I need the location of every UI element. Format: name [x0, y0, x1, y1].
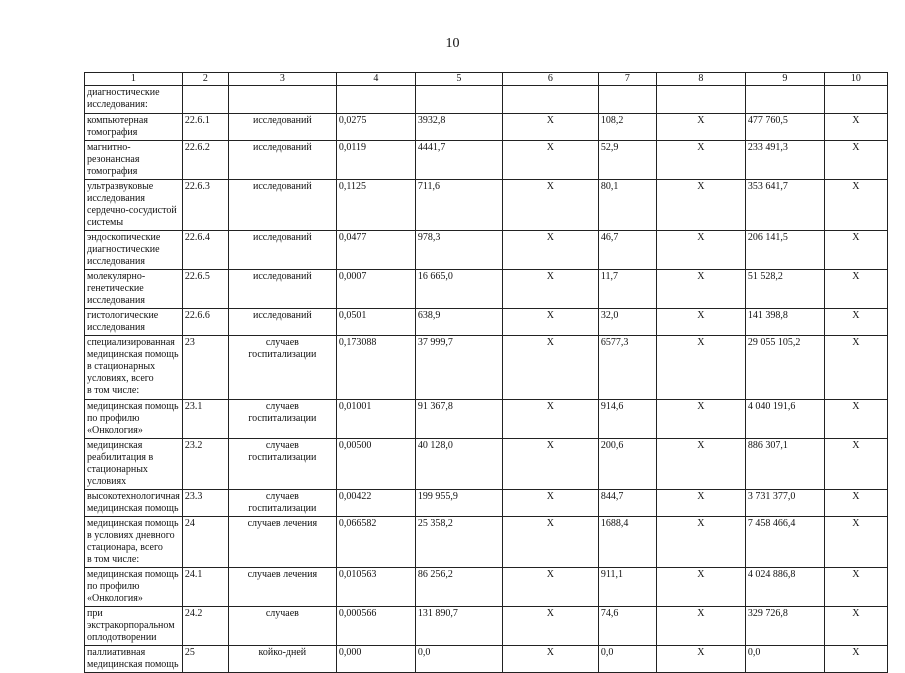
table-cell: 0,01001	[336, 400, 415, 439]
table-row	[85, 568, 888, 607]
table-row	[85, 180, 888, 231]
table-cell: 22.6.5	[182, 270, 228, 309]
table-cell: случаев лечения	[228, 568, 336, 607]
table-cell: медицинская помощь в условиях дневного стационара, всего в том числе:	[85, 517, 183, 568]
table-cell: случаев госпитализации	[228, 439, 336, 490]
table-cell: Х	[502, 336, 598, 400]
table-cell: 23.3	[182, 490, 228, 517]
table-cell: Х	[824, 439, 887, 490]
table-cell: Х	[502, 231, 598, 270]
table-cell: 6577,3	[598, 336, 656, 400]
table-cell: 37 999,7	[415, 336, 502, 400]
table-cell: диагностические исследования:	[85, 86, 183, 114]
table-row	[85, 231, 888, 270]
header-cell: 5	[415, 73, 502, 86]
table-cell: медицинская помощь по профилю «Онкология»	[85, 400, 183, 439]
table-cell: 206 141,5	[745, 231, 824, 270]
table-row	[85, 400, 888, 439]
table-cell: 0,0501	[336, 309, 415, 336]
table-cell: Х	[656, 439, 745, 490]
table-cell: койко-дней	[228, 646, 336, 673]
table-cell: 4 024 886,8	[745, 568, 824, 607]
table-cell: медицинская реабилитация в стационарных условиях	[85, 439, 183, 490]
table-cell: 74,6	[598, 607, 656, 646]
table-cell: 0,0	[598, 646, 656, 673]
table-row	[85, 490, 888, 517]
table-cell: Х	[824, 231, 887, 270]
table-cell: 0,0477	[336, 231, 415, 270]
header-cell: 9	[745, 73, 824, 86]
data-table	[84, 72, 888, 673]
header-cell: 2	[182, 73, 228, 86]
table-cell: 25 358,2	[415, 517, 502, 568]
table-cell: 51 528,2	[745, 270, 824, 309]
table-cell: Х	[502, 400, 598, 439]
page-number: 10	[445, 36, 460, 51]
table-cell: 0,00500	[336, 439, 415, 490]
table-cell: 638,9	[415, 309, 502, 336]
table-cell: 0,00422	[336, 490, 415, 517]
table-cell: молекулярно-генетические исследования	[85, 270, 183, 309]
header-cell: 3	[228, 73, 336, 86]
table-cell: 0,010563	[336, 568, 415, 607]
table-cell: 0,0	[745, 646, 824, 673]
table-cell	[598, 86, 656, 114]
table-cell: случаев госпитализации	[228, 400, 336, 439]
table-cell: 22.6.2	[182, 141, 228, 180]
table-cell: 11,7	[598, 270, 656, 309]
table-cell: случаев госпитализации	[228, 490, 336, 517]
table-row	[85, 646, 888, 673]
table-cell: 24.1	[182, 568, 228, 607]
table-cell: 40 128,0	[415, 439, 502, 490]
table-cell: Х	[824, 270, 887, 309]
table-cell: Х	[656, 114, 745, 141]
table-cell: 7 458 466,4	[745, 517, 824, 568]
table-cell: 978,3	[415, 231, 502, 270]
table-cell: случаев лечения	[228, 517, 336, 568]
table-cell: 911,1	[598, 568, 656, 607]
table-cell	[502, 86, 598, 114]
table-cell: Х	[502, 517, 598, 568]
table-cell: 22.6.6	[182, 309, 228, 336]
table-cell: высокотехнологичная медицинская помощь	[85, 490, 183, 517]
table-cell: 22.6.4	[182, 231, 228, 270]
table-cell: 1688,4	[598, 517, 656, 568]
table-cell: Х	[824, 141, 887, 180]
table-cell: Х	[656, 400, 745, 439]
table-cell: 0,000	[336, 646, 415, 673]
table-cell: исследований	[228, 141, 336, 180]
table-row	[85, 309, 888, 336]
table-cell: Х	[502, 439, 598, 490]
header-cell: 6	[502, 73, 598, 86]
table-cell: Х	[656, 336, 745, 400]
table-cell	[415, 86, 502, 114]
table-cell: 46,7	[598, 231, 656, 270]
table-cell: 0,0007	[336, 270, 415, 309]
table-cell: случаев госпитализации	[228, 336, 336, 400]
table-cell	[336, 86, 415, 114]
table-cell: 22.6.1	[182, 114, 228, 141]
table-cell: 477 760,5	[745, 114, 824, 141]
table-cell: Х	[656, 646, 745, 673]
table-cell: исследований	[228, 270, 336, 309]
header-cell: 10	[824, 73, 887, 86]
table-cell: компьютерная томография	[85, 114, 183, 141]
table-cell: Х	[824, 400, 887, 439]
table-cell: 3932,8	[415, 114, 502, 141]
table-cell: Х	[656, 270, 745, 309]
table-cell: Х	[824, 490, 887, 517]
table-cell: Х	[502, 141, 598, 180]
table-cell: 108,2	[598, 114, 656, 141]
table-cell: исследований	[228, 180, 336, 231]
table-cell: 23.1	[182, 400, 228, 439]
table-cell: Х	[656, 309, 745, 336]
table-row	[85, 86, 888, 114]
table-cell: 353 641,7	[745, 180, 824, 231]
table-cell: 16 665,0	[415, 270, 502, 309]
table-cell: Х	[502, 180, 598, 231]
table-cell: 24.2	[182, 607, 228, 646]
table-cell: 23	[182, 336, 228, 400]
table-cell: случаев	[228, 607, 336, 646]
table-cell	[656, 86, 745, 114]
table-cell: 141 398,8	[745, 309, 824, 336]
table-cell: 0,000566	[336, 607, 415, 646]
table-cell: гистологические исследования	[85, 309, 183, 336]
table-cell: 329 726,8	[745, 607, 824, 646]
table-cell: 886 307,1	[745, 439, 824, 490]
table-cell: Х	[824, 517, 887, 568]
table-cell: исследований	[228, 114, 336, 141]
table-cell: Х	[502, 114, 598, 141]
table-cell: 25	[182, 646, 228, 673]
table-cell: эндоскопические диагностические исследования	[85, 231, 183, 270]
table-cell: 3 731 377,0	[745, 490, 824, 517]
table-row	[85, 439, 888, 490]
table-row	[85, 336, 888, 400]
table-cell: 23.2	[182, 439, 228, 490]
table-cell: медицинская помощь по профилю «Онкология»	[85, 568, 183, 607]
table-cell: Х	[656, 517, 745, 568]
table-cell: Х	[656, 180, 745, 231]
table-cell: 200,6	[598, 439, 656, 490]
table-cell: 86 256,2	[415, 568, 502, 607]
table-cell: 844,7	[598, 490, 656, 517]
table-cell: Х	[502, 270, 598, 309]
table-cell: Х	[502, 646, 598, 673]
table-cell: ультразвуковые исследования сердечно-сосудистой системы	[85, 180, 183, 231]
table-cell: Х	[656, 607, 745, 646]
table-cell: 914,6	[598, 400, 656, 439]
table-cell: Х	[824, 309, 887, 336]
table-cell	[228, 86, 336, 114]
table-cell: Х	[502, 490, 598, 517]
table-cell: Х	[502, 607, 598, 646]
table-cell: 711,6	[415, 180, 502, 231]
table-cell: Х	[824, 180, 887, 231]
table-cell: 233 491,3	[745, 141, 824, 180]
table-cell: Х	[824, 607, 887, 646]
table-cell	[824, 86, 887, 114]
table-cell: 32,0	[598, 309, 656, 336]
table-cell: специализированная медицинская помощь в стационарных условиях, всего в том числе:	[85, 336, 183, 400]
header-cell: 4	[336, 73, 415, 86]
table-cell: Х	[824, 646, 887, 673]
table-cell: 0,173088	[336, 336, 415, 400]
table-cell: Х	[502, 309, 598, 336]
table-cell: исследований	[228, 309, 336, 336]
table-row	[85, 270, 888, 309]
table-cell: 0,0	[415, 646, 502, 673]
table-cell: 24	[182, 517, 228, 568]
header-row	[85, 73, 888, 86]
table-cell: 0,0119	[336, 141, 415, 180]
table-cell: при экстракорпоральном оплодотворении	[85, 607, 183, 646]
table-cell: Х	[824, 568, 887, 607]
table-cell	[745, 86, 824, 114]
table-cell: Х	[824, 336, 887, 400]
table-row	[85, 114, 888, 141]
table-cell: 0,1125	[336, 180, 415, 231]
header-cell: 7	[598, 73, 656, 86]
table-cell: 80,1	[598, 180, 656, 231]
table-cell: 131 890,7	[415, 607, 502, 646]
table-cell: 52,9	[598, 141, 656, 180]
table-cell: 91 367,8	[415, 400, 502, 439]
table-cell: Х	[502, 568, 598, 607]
table-cell	[182, 86, 228, 114]
table-cell: исследований	[228, 231, 336, 270]
table-row	[85, 517, 888, 568]
table-cell: Х	[656, 568, 745, 607]
table-cell: Х	[656, 141, 745, 180]
table-cell: Х	[656, 490, 745, 517]
table-row	[85, 141, 888, 180]
table-cell: магнитно-резонансная томография	[85, 141, 183, 180]
table-cell: 199 955,9	[415, 490, 502, 517]
table-cell: 4 040 191,6	[745, 400, 824, 439]
table-cell: паллиативная медицинская помощь	[85, 646, 183, 673]
header-cell: 8	[656, 73, 745, 86]
table-cell: 22.6.3	[182, 180, 228, 231]
header-cell: 1	[85, 73, 183, 86]
table-cell: Х	[824, 114, 887, 141]
table-cell: 29 055 105,2	[745, 336, 824, 400]
table-cell: 4441,7	[415, 141, 502, 180]
table-cell: 0,0275	[336, 114, 415, 141]
table-cell: Х	[656, 231, 745, 270]
table-cell: 0,066582	[336, 517, 415, 568]
